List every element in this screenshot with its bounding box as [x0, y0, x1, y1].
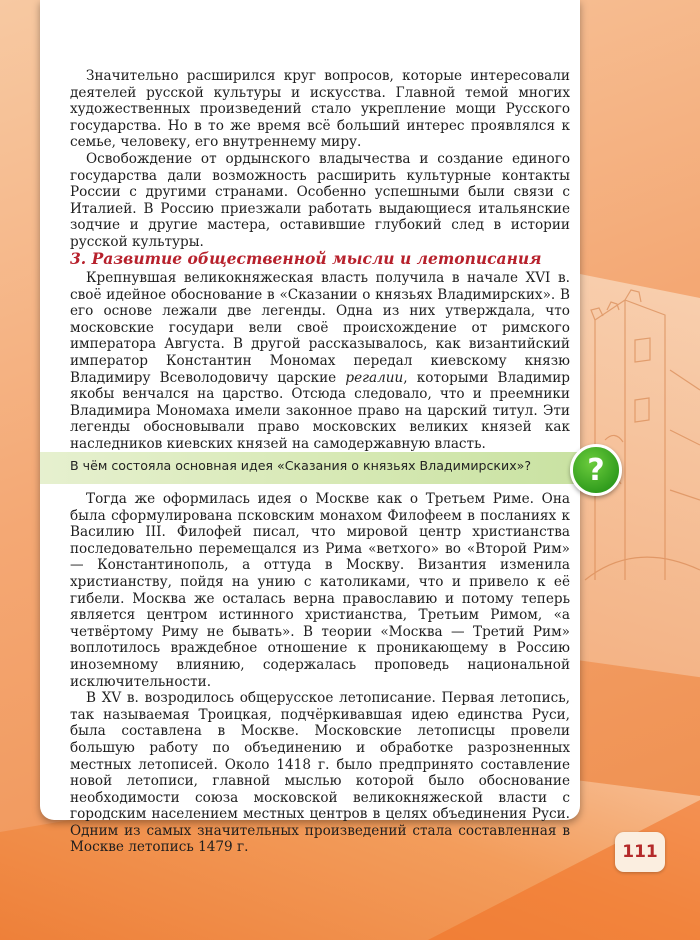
- paragraph: Тогда же оформилась идея о Москве как о Третьем Риме. Она была сформулирована псковским монахом Филофеем в посланиях к Василию III. Филофей писал, что мировой центр христианства последовательно перемещался из Рима «ветхого» во «Второй Рим» — Константинополь, а оттуда в Москву. Византия изменила христианству, пойдя на унию с католиками, что и привело к её гибели. Москва же осталась верна православию и потому теперь является центром истинного христианства, Третьим Римом, «а четвёртому Риму не бывать». В теории «Москва — Третий Рим» воплотилось враждебное отношение к проникающему в Россию иноземному влиянию, содержалась проповедь национальной исключительности.: [70, 491, 570, 690]
- question-text: В чём состояла основная идея «Сказания о князьях Владимирских»?: [70, 458, 532, 473]
- paragraph: Значительно расширился круг вопросов, которые интересовали деятелей русской культуры и искусства. Главной темой многих художественных произведений стало укрепление мощи Русского государства. Но в то же время всё больший интерес проявлялся к семье, человеку, его внутреннему миру.: [70, 68, 570, 151]
- section-text: [70, 270, 570, 453]
- paragraph: Освобождение от ордынского владычества и создание единого государства дали возможность расширить культурные контакты России с другими странами. Особенно успешными были связи с Италией. В Россию приезжали работать выдающиеся итальянские зодчие и другие мастера, оставившие глубокий след в истории русской культуры.: [70, 150, 570, 250]
- paragraph: В XV в. возродилось общерусское летописание. Первая летопись, так называемая Троицкая, подчёркивавшая идею единства Руси, была составлена в Москве. Московские летописцы провели большую работу по объединению и обработке разрозненных местных летописей. Около 1418 г. было предпринято составление новой летописи, главной мыслью которой было обоснование необходимости союза московской великокняжеской власти с городским населением местных центров в целях объединения Руси. Одним из самых значительных произведений стала составленная в Москве летопись 1479 г.: [70, 690, 570, 856]
- paragraph-text: , которыми Владимир якобы венчался на царство. Отсюда следовало, что и преемники Владимира Мономаха имели законное право на царский титул. Эти легенды обосновывали право московских великих князей как наследников киевских князей на самодержавную власть.: [70, 369, 570, 452]
- paragraph: [70, 270, 570, 453]
- page-number: 111: [615, 832, 665, 872]
- intro-text: [70, 68, 570, 251]
- paragraph-text: Крепнувшая великокняжеская власть получила в начале XVI в. своё идейное обоснование в «Сказании о князьях Владимирских». В его основе лежали две легенды. Одна из них утверждала, что московские государи вели своё происхождение от римского императора Августа. В другой рассказывалось, как византийский император Константин Мономах передал киевскому князю Владимиру Всеволодовичу царские: [70, 270, 570, 386]
- main-text: [70, 491, 570, 856]
- section-heading: 3. Развитие общественной мысли и летописания: [70, 249, 542, 268]
- term-regalia: регалии: [345, 369, 404, 386]
- question-mark-icon: ?: [570, 444, 622, 496]
